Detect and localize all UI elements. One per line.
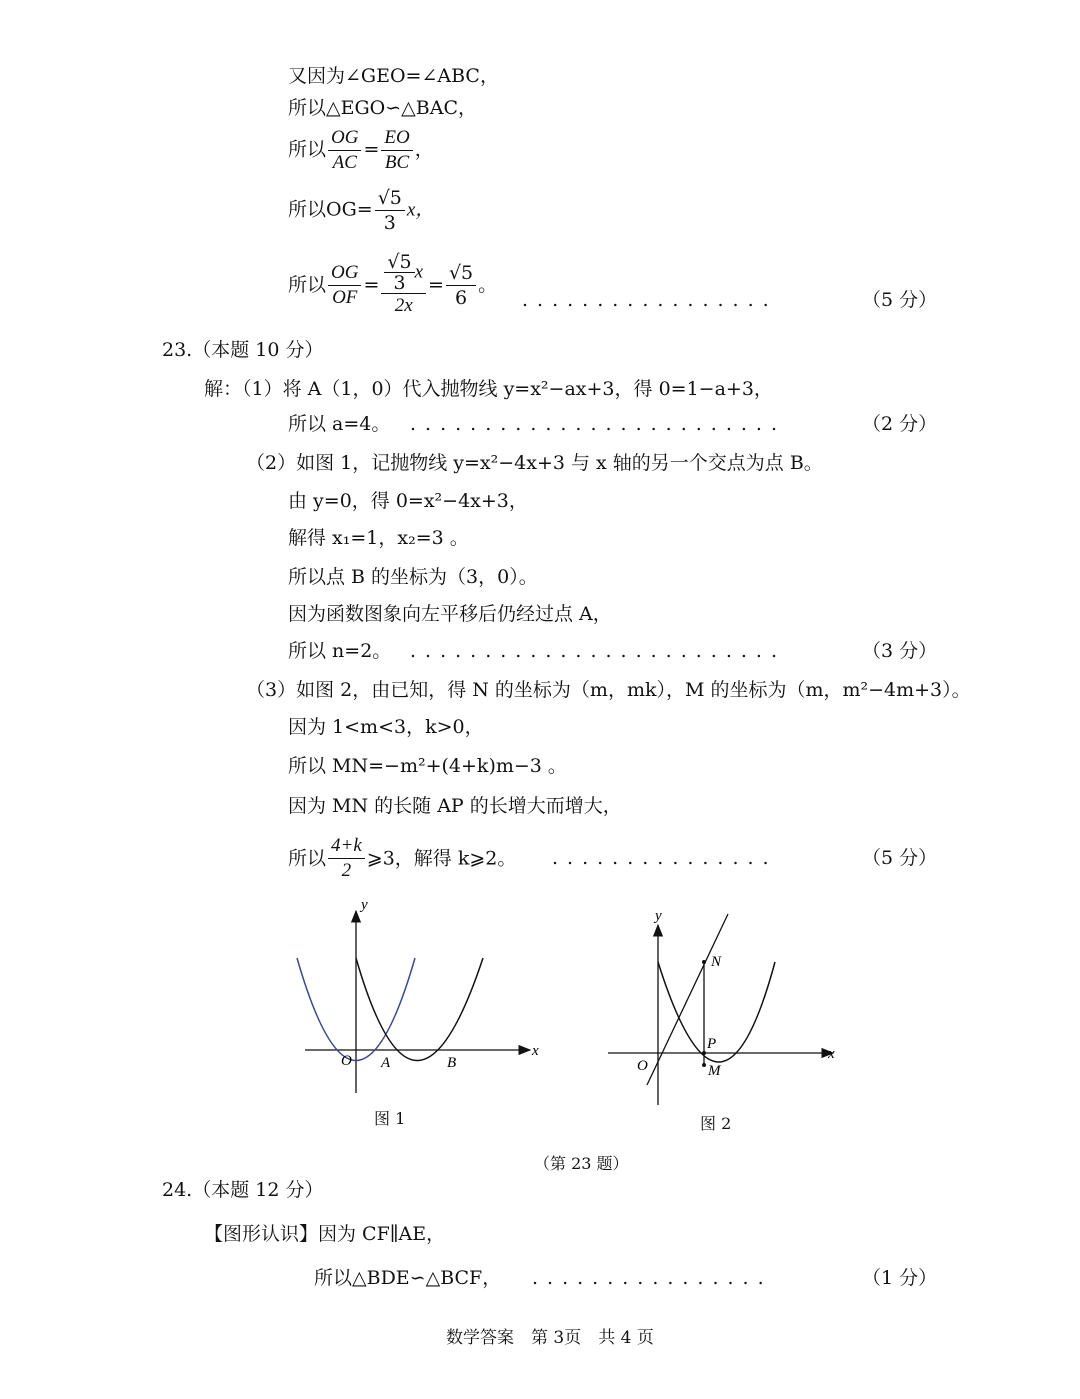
q23-p3-line2: 因为 1<m<3，k>0， [288, 716, 484, 738]
q23-frac-4k-2 [328, 834, 365, 883]
q24-header: 24.（本题 12 分） [162, 1179, 324, 1201]
frac-numerator: OG [328, 261, 361, 286]
x-axis-label: x [828, 1046, 835, 1062]
q22-line-4-suffix: x， [406, 199, 435, 221]
frac-numerator: 4+k [328, 834, 365, 859]
original-parabola [356, 958, 483, 1061]
q23-p2-line3: 解得 x₁=1，x₂=3 。 [288, 527, 469, 549]
q24-line-2: 所以△BDE∽△BCF， [314, 1267, 502, 1289]
q22-frac-og-of [328, 261, 361, 310]
frac-numerator: EO [381, 126, 412, 151]
figure-1 [285, 893, 545, 1093]
q23-header: 23.（本题 10 分） [162, 339, 324, 361]
q23-p2-line4: 所以点 B 的坐标为（3，0）。 [288, 566, 538, 588]
x-axis-label: x [532, 1043, 539, 1059]
q23-p1-line1: 解：（1）将 A（1，0）代入抛物线 y=x²−ax+3，得 0=1−a+3， [204, 378, 773, 400]
q23-p2-line1: （2）如图 1，记抛物线 y=x²−4x+3 与 x 轴的另一个交点为点 B。 [246, 452, 823, 474]
q24-line-1: 【图形认识】因为 CF∥AE， [204, 1223, 446, 1245]
q22-frac-sqrt5-6 [446, 261, 476, 310]
point-b-label: B [447, 1055, 457, 1071]
frac-denominator: 2x [394, 295, 413, 316]
point-n-label: N [711, 954, 722, 970]
inner-frac-denominator: 3 [393, 272, 406, 294]
q22-frac-eo-bc [381, 126, 412, 175]
q22-line-2: 所以△EGO∽△BAC， [288, 97, 477, 119]
frac-numerator: √5 [446, 261, 476, 286]
q22-line-5-prefix: 所以 [288, 274, 327, 296]
figures-caption: （第 23 题） [534, 1154, 629, 1173]
q22-line-3-prefix: 所以 [288, 138, 327, 161]
leader-dots: ......................... [410, 640, 786, 662]
q23-p2-line2: 由 y=0，得 0=x²−4x+3， [288, 490, 528, 512]
q24-score: （1 分） [862, 1267, 938, 1289]
q23-p3-line3: 所以 MN=−m²+(4+k)m−3 。 [288, 755, 567, 777]
q23-p3-score: （5 分） [862, 847, 938, 869]
point-a-label: A [381, 1055, 391, 1071]
q23-p2-score: （3 分） [862, 640, 938, 662]
q22-line-1: 又因为∠GEO=∠ABC， [288, 65, 499, 87]
leader-dots: ......................... [410, 413, 786, 435]
q23-p3-line5-prefix: 所以 [288, 847, 327, 870]
figure-2-caption: 图 2 [700, 1114, 732, 1133]
frac-denominator: 6 [455, 286, 468, 309]
origin-label: O [341, 1053, 352, 1069]
line-y-kx [647, 914, 728, 1085]
q22-line-4 [288, 186, 434, 235]
equals-sign: = [363, 138, 380, 161]
q22-line-5-suffix: 。 [478, 274, 498, 296]
q22-compound-frac [381, 252, 426, 318]
frac-denominator: AC [332, 152, 357, 173]
q22-line-3 [288, 126, 434, 175]
q22-line-3-suffix: ， [414, 138, 434, 161]
q23-p3-line5 [288, 834, 516, 883]
q23-p3-line1: （3）如图 2，由已知，得 N 的坐标为（m，mk），M 的坐标为（m，m²−4m+3）。 [246, 679, 971, 701]
point-p-label: P [707, 1036, 717, 1052]
inner-frac-numerator: √5 [384, 252, 414, 273]
q22-line-5 [288, 252, 497, 318]
frac-denominator: 3 [383, 212, 396, 234]
q22-frac-og-ac [328, 126, 361, 175]
q22-line-4-prefix: 所以OG= [288, 198, 373, 221]
q22-frac-sqrt5-3 [375, 186, 405, 235]
equals-sign: = [428, 274, 444, 296]
frac-numerator [381, 252, 426, 294]
page-footer: 数学答案 第 3页 共 4 页 [446, 1328, 654, 1348]
point-n [702, 960, 706, 964]
q23-p2-line6: 所以 n=2。 [288, 640, 392, 662]
point-m [702, 1063, 706, 1067]
leader-dots: ............... [552, 847, 778, 869]
frac-denominator: BC [384, 152, 410, 173]
q23-p3-line5-suffix: ⩾3，解得 k⩾2。 [366, 847, 517, 870]
frac-denominator: 2 [341, 860, 352, 881]
q22-score: （5 分） [862, 289, 938, 311]
y-axis-label: y [655, 908, 662, 924]
q23-p3-line4: 因为 MN 的长随 AP 的长增大而增大， [288, 795, 622, 817]
leader-dots: ................. [522, 289, 778, 311]
inner-frac [384, 252, 414, 293]
equals-sign: = [363, 274, 380, 296]
point-p [702, 1051, 706, 1055]
y-axis-label: y [361, 897, 368, 913]
frac-numerator: OG [328, 126, 361, 151]
figure-1-caption: 图 1 [374, 1109, 406, 1128]
leader-dots: ................ [532, 1267, 773, 1289]
inner-frac-x: x [414, 261, 424, 283]
figure-2 [603, 900, 843, 1110]
frac-numerator: √5 [375, 186, 405, 211]
frac-denominator: OF [332, 286, 358, 308]
q23-p1-score: （2 分） [862, 413, 938, 435]
q23-p1-line2: 所以 a=4。 [288, 413, 391, 435]
q23-p2-line5: 因为函数图象向左平移后仍经过点 A， [288, 603, 612, 625]
point-m-label: M [708, 1063, 721, 1079]
parabola [658, 962, 775, 1062]
origin-label: O [637, 1058, 648, 1074]
